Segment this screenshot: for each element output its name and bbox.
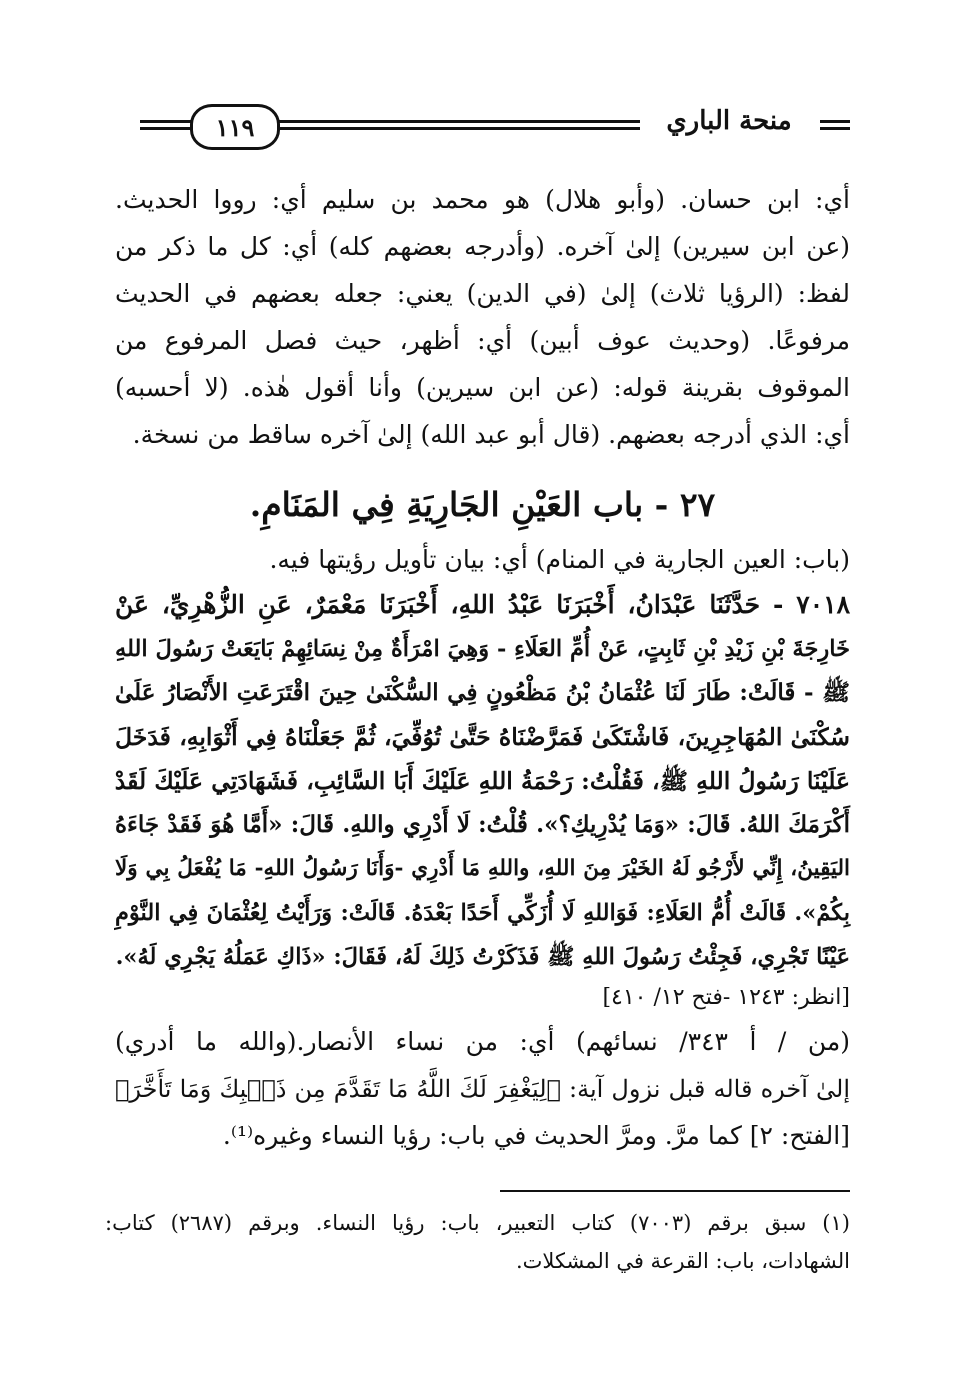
footnote-line: الشهادات، باب: القرعة في المشكلات. [515, 1249, 850, 1273]
header-rule [820, 127, 850, 130]
header-rule [820, 120, 850, 123]
hadith-reference: [انظر: ١٢٤٣ -فتح ١٢/ ٤١٠] [602, 985, 850, 1010]
page-header [140, 100, 850, 150]
hadith-line: ٧٠١٨ - حَدَّثَنَا عَبْدَانُ، أَخْبَرَنَا عَبْدُ اللهِ، أَخْبَرَنَا مَعْمَرٌ، عَنِ الزُّهْرِيِّ، عَنْ [115, 590, 850, 619]
intro-line: (عن ابن سيرين) إلىٰ آخره. (وأدرجه بعضهم كله) أي: كل ما ذكر من [115, 232, 850, 261]
hadith-line: اليَقِينُ، إِنِّي لأَرْجُو لَهُ الخَيْرَ مِنَ اللهِ، واللهِ مَا أَدْرِي -وَأَنَا رَسُولُ اللهِ- مَا يُفْعَلُ بِي وَلَا [115, 856, 850, 881]
running-title: منحة الباري [640, 106, 818, 136]
hadith-line: أَكْرَمَكَ اللهُ. قَالَ: «وَمَا يُدْرِيكِ؟». قُلْتُ: لَا أَدْرِي واللهِ. قَالَ: «أَمَّا هُوَ فَقَدْ جَاءَهُ [115, 811, 850, 838]
hadith-line: عَيْنًا تَجْرِي، فَجِئْتُ رَسُولَ اللهِ ﷺ فَذَكَرْتُ ذَلِكَ لَهُ، فَقَالَ: «ذَاكِ عَمَلُهُ يَجْرِي لَهُ». [115, 944, 850, 970]
intro-line: الموقوف بقرينة قوله: (عن ابن سيرين) وأنا أقول هٰذه. (لا أحسبه) [115, 373, 850, 402]
hadith-line: سُكْنَىٰ المُهَاجِرِينَ، فَاشْتَكَىٰ فَمَرَّضْنَاهُ حَتَّىٰ تُوُفِّيَ، ثُمَّ جَعَلْنَاهُ فِي أَثْوَابِهِ، فَدَخَلَ [115, 723, 850, 751]
hadith-line: ﷺ - قَالَتْ: طَارَ لَنَا عُثْمَانُ بْنُ مَظْعُونٍ فِي السُّكْنَىٰ حِينَ اقْتَرَعَتِ الأَنْصَارُ عَلَىٰ [115, 679, 850, 706]
hadith-line: عَلَيْنَا رَسُولُ اللهِ ﷺ، فَقُلْتُ: رَحْمَةُ اللهِ عَلَيْكَ أَبَا السَّائِبِ، فَشَهَادَتِي عَلَيْكَ لَقَدْ [114, 767, 850, 795]
commentary-line: (من / أ ٣٤٣/ نسائهم) أي: من نساء الأنصار.(والله ما أدري) [115, 1027, 850, 1056]
intro-line: لفظ: (الرؤيا ثلاث) إلىٰ (في الدين) يعني: جعله بعضهم في الحديث [115, 279, 850, 308]
hadith-line: خَارِجَةَ بْنِ زَيْدِ بْنِ ثَابِتٍ، عَنْ أُمِّ العَلَاءِ - وَهِيَ امْرَأَةٌ مِنْ نِسَائِهِمْ بَايَعَتْ رَسُولَ اللهِ [115, 636, 850, 662]
intro-line: أي: ابن حسان. (وأبو هلال) هو محمد بن سليم أي: رووا الحديث. [115, 185, 850, 214]
intro-line: أي: الذي أدرجه بعضهم. (قال أبو عبد الله) إلىٰ آخره ساقط من نسخة. [132, 420, 850, 449]
hadith-line: بِكُمْ». قَالَتْ أُمُّ العَلَاءِ: فَوَاللهِ لَا أُزَكِّي أَحَدًا بَعْدَهُ. قَالَتْ: وَرَأَيْتُ لِعُثْمَانَ فِي النَّوْمِ [115, 900, 850, 926]
commentary-line: [الفتح: ٢] كما مرَّ. ومرَّ الحديث في باب: رؤيا النساء وغيره⁽¹⁾. [222, 1121, 850, 1150]
commentary-line: إلىٰ آخره قاله قبل نزول آية: ﴿لِيَغْفِرَ لَكَ اللَّهُ مَا تَقَدَّمَ مِن ذَنۢبِكَ وَمَا تَأَخَّرَ﴾ [115, 1075, 850, 1103]
chapter-heading: ٢٧ - باب العَيْنِ الجَارِيَةِ فِي المَنَامِ. [249, 485, 716, 524]
footnote-separator [500, 1190, 850, 1192]
footnote-line: (١) سبق برقم (٧٠٠٣) كتاب التعبير، باب: رؤيا النساء. وبرقم (٢٦٨٧) كتاب: [105, 1211, 850, 1235]
page-number: ١١٩ [190, 104, 280, 150]
intro-line: مرفوعًا. (وحديث عوف أبين) أي: أظهر، حيث فصل المرفوع من [115, 326, 850, 355]
chapter-explanation: (باب: العين الجارية في المنام) أي: بيان تأويل رؤيتها فيه. [269, 545, 850, 574]
